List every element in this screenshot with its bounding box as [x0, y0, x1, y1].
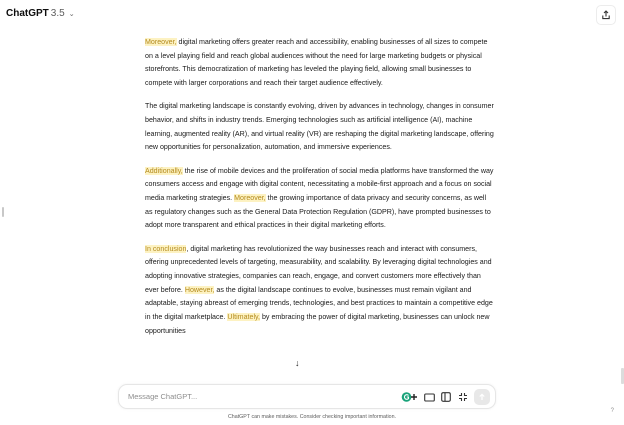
highlighted-word: Moreover,	[234, 194, 266, 203]
split-view-icon	[441, 392, 451, 402]
grammarly-add-icon	[401, 391, 418, 403]
paragraph-2: The digital marketing landscape is constantly evolving, driven by advances in technology, changes in consumer behavior, and shifts in industry trends. Emerging technologies such as artificial intelligence (AI), machine learning, augmented reality (AR), and virtual reality (VR) are reshaping the digital marketing landscape, offering new opportunities for personalization, automation, and immersive experiences.	[145, 102, 494, 152]
chevron-down-icon: ⌄	[68, 10, 75, 18]
message-composer[interactable]	[118, 384, 496, 409]
highlighted-word: Moreover,	[145, 38, 177, 46]
model-name: ChatGPT	[6, 8, 49, 19]
model-version: 3.5	[50, 8, 65, 19]
paragraph-3	[145, 165, 495, 234]
composer-tools	[401, 389, 490, 405]
paragraph-text: the growing importance of data privacy and security concerns, as well as regulatory changes such as the General Data Protection Regulation (GDPR), have prompted businesses to adopt more transparent and ethical practices in their digital marketing efforts.	[145, 194, 491, 230]
grammarly-add-button[interactable]	[401, 391, 418, 403]
rectangle-icon	[424, 393, 435, 402]
send-arrow-icon	[478, 393, 486, 401]
highlighted-word: However,	[184, 285, 215, 294]
collapse-button[interactable]	[457, 391, 469, 403]
model-selector[interactable]	[6, 8, 75, 19]
top-bar	[0, 0, 624, 30]
paragraph-1	[145, 36, 495, 91]
disclaimer-text: ChatGPT can make mistakes. Consider checking important information.	[227, 414, 396, 420]
split-view-button[interactable]	[440, 391, 452, 403]
highlighted-word: In conclusion	[145, 244, 187, 253]
paragraph-text: by embracing the power of digital marketing, businesses can unlock new opportunities	[145, 313, 490, 335]
collapse-icon	[458, 392, 468, 402]
scroll-to-bottom-button[interactable]: ↓	[295, 358, 300, 368]
share-button[interactable]	[596, 5, 616, 25]
paragraph-text: , digital marketing has revolutionized the way businesses reach and interact with consumers, offering unprecedented levels of targeting, measurability, and scalability. By leveraging digital technologies and adopting innovative strategies, companies can reach, engage, and convert customers more effectively than ever before.	[145, 244, 492, 294]
paragraph-text: as the digital landscape continues to evolve, businesses must remain vigilant and adaptable, staying abreast of emerging trends, technologies, and best practices to maintain a competitive edge in the digital marketplace.	[145, 285, 493, 322]
rectangle-button[interactable]	[423, 391, 435, 403]
paragraph-4	[145, 243, 495, 339]
highlighted-word: Additionally,	[145, 166, 183, 175]
share-upload-icon	[601, 10, 611, 20]
sidebar-toggle-handle[interactable]	[2, 207, 4, 217]
assistant-message	[145, 36, 495, 348]
message-input[interactable]: Message ChatGPT...	[128, 392, 198, 401]
paragraph-text: digital marketing offers greater reach and accessibility, enabling businesses of all sizes to compete on a level playing field and reach global audiences without the need for large marketing budgets or physical storefronts. This democratization of marketing has leveled the playing field, allowing small businesses to compete with larger corporations and reach their target audience effectively.	[145, 38, 488, 88]
paragraph-text: the rise of mobile devices and the proliferation of social media platforms have transformed the way consumers access and engage with digital content, necessitating a mobile-first approach and a focus on social media marketing strategies.	[145, 166, 494, 203]
highlighted-word: Ultimately,	[227, 313, 261, 322]
send-button[interactable]	[474, 389, 490, 405]
help-button[interactable]: ?	[610, 408, 614, 414]
